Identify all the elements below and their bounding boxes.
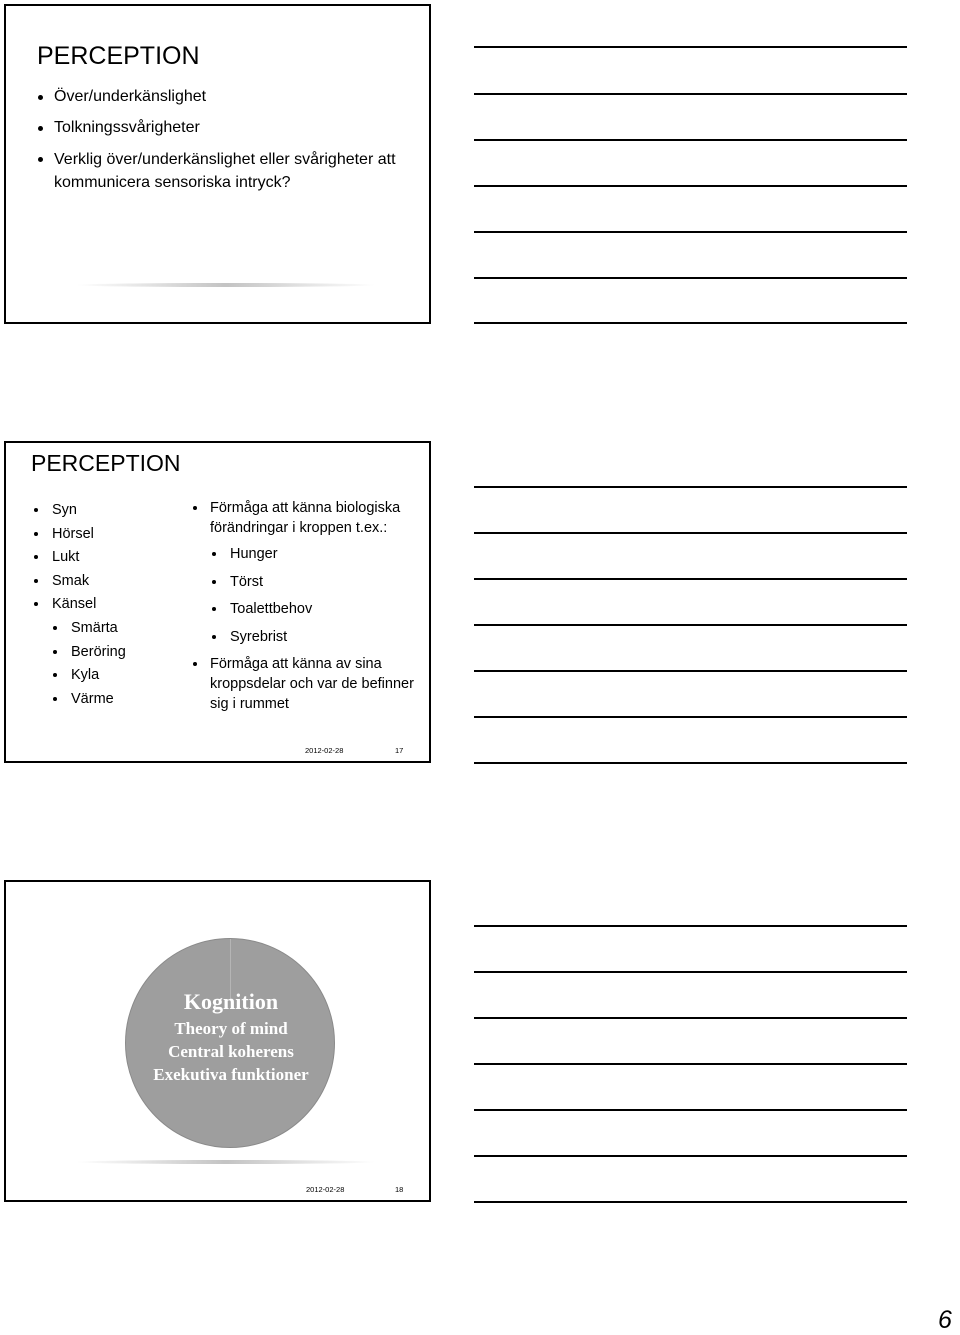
slide-title: PERCEPTION [37, 42, 200, 70]
list-item: Verklig över/underkänslighet eller svårigheter att kommunicera sensoriska intryck? [37, 148, 417, 194]
note-line [474, 670, 907, 672]
sub-list-item: Syrebrist [190, 627, 426, 647]
note-line [474, 624, 907, 626]
slide-shadow [76, 283, 376, 287]
note-line [474, 93, 907, 95]
note-line [474, 971, 907, 973]
slide-3 [4, 880, 431, 1202]
note-line [474, 231, 907, 233]
note-line [474, 1063, 907, 1065]
list-item: Lukt [32, 546, 182, 570]
slide-2 [4, 441, 431, 763]
list-item: Över/underkänslighet [37, 86, 417, 108]
list-item: Hörsel [32, 523, 182, 547]
note-line [474, 277, 907, 279]
circle-line: Exekutiva funktioner [153, 1065, 309, 1084]
sub-list-item: Beröring [32, 641, 182, 665]
sub-list-item: Toalettbehov [190, 599, 426, 619]
cognition-circle [125, 938, 335, 1148]
sub-list-item: Kyla [32, 664, 182, 688]
slide-number: 17 [395, 746, 404, 755]
note-line [474, 139, 907, 141]
slide-shadow [76, 1160, 376, 1164]
bullet-list [37, 86, 417, 203]
interoception-list [190, 498, 426, 714]
note-line [474, 578, 907, 580]
page-number: 6 [938, 1306, 952, 1334]
note-line [474, 486, 907, 488]
list-item: Förmåga att känna biologiska förändringar i kroppen t.ex.: [190, 498, 426, 538]
note-line [474, 1155, 907, 1157]
note-line [474, 532, 907, 534]
note-line [474, 925, 907, 927]
note-line [474, 185, 907, 187]
sub-list-item: Hunger [190, 544, 426, 564]
slide-title: PERCEPTION [31, 450, 181, 476]
note-line [474, 762, 907, 764]
sub-list-item: Värme [32, 688, 182, 712]
sub-list-item: Smärta [32, 617, 182, 641]
slide-1 [4, 4, 431, 324]
list-item: Tolkningssvårigheter [37, 117, 417, 139]
note-line [474, 1201, 907, 1203]
note-line [474, 46, 907, 48]
sub-list-item: Törst [190, 572, 426, 592]
circle-title: Kognition [183, 989, 279, 1014]
list-item: Förmåga att känna av sina kroppsdelar och var de befinner sig i rummet [190, 654, 426, 714]
list-item: Känsel [32, 593, 182, 617]
note-line [474, 1109, 907, 1111]
list-item: Smak [32, 570, 182, 594]
senses-list [32, 499, 182, 711]
slide-date: 2012-02-28 [306, 1185, 345, 1194]
circle-line: Central koherens [168, 1042, 294, 1061]
note-line [474, 716, 907, 718]
note-line [474, 322, 907, 324]
note-line [474, 1017, 907, 1019]
list-item: Syn [32, 499, 182, 523]
circle-line: Theory of mind [174, 1019, 288, 1038]
slide-date: 2012-02-28 [305, 746, 344, 755]
slide-number: 18 [395, 1185, 404, 1194]
